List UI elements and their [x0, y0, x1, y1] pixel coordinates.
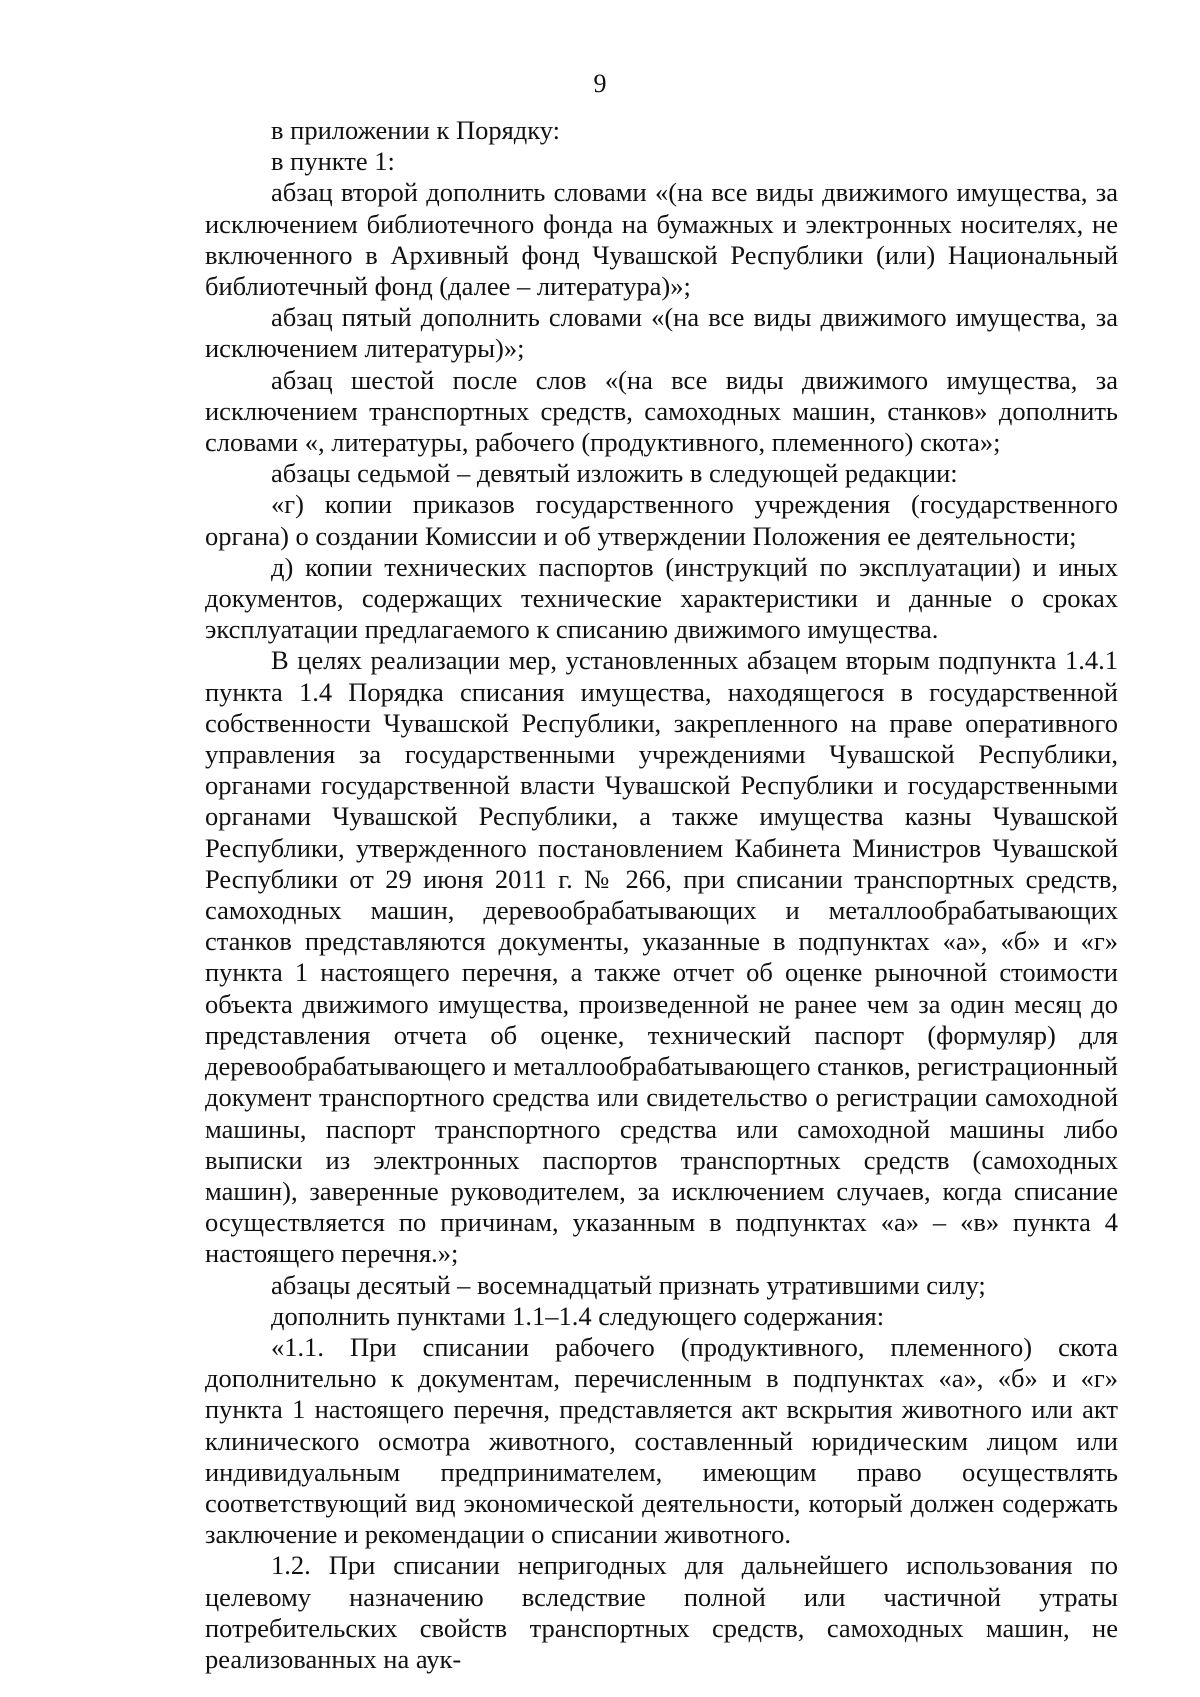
- paragraph: 1.2. При списании непригодных для дальнейшего использования по целевому назначению вследствие полной или частичной утраты потребительских свойств транспортных средств, самоходных машин, не реализованных на аук-: [205, 1550, 1118, 1674]
- paragraph: «1.1. При списании рабочего (продуктивного, племенного) скота дополнительно к документам, перечисленным в подпунктах «а», «б» и «г» пункта 1 настоящего перечня, представляется акт вскрытия животного или акт клинического осмотра животного, составленный юридическим лицом или индивидуальным предпринимателем, имеющим право осуществлять соответствующий вид экономической деятельности, который должен содержать заключение и рекомендации о списании животного.: [205, 1331, 1118, 1550]
- paragraph: абзац пятый дополнить словами «(на все виды движимого имущества, за исключением литературы)»;: [205, 302, 1118, 364]
- paragraph: «г) копии приказов государственного учреждения (государственного органа) о создании Комиссии и об утверждении Положения ее деятельности;: [205, 489, 1118, 551]
- paragraph: абзацы седьмой – девятый изложить в следующей редакции:: [271, 458, 958, 489]
- paragraph: в приложении к Порядку:: [271, 115, 561, 145]
- paragraph: дополнить пунктами 1.1–1.4 следующего содержания:: [271, 1300, 885, 1331]
- paragraph: абзацы десятый – восемнадцатый признать утратившими силу;: [271, 1269, 986, 1300]
- paragraph: в пункте 1:: [271, 146, 395, 177]
- paragraph: абзац шестой после слов «(на все виды движимого имущества, за исключением транспортных средств, самоходных машин, станков» дополнить словами «, литературы, рабочего (продуктивного, племенного) скота»;: [205, 364, 1118, 458]
- paragraph: абзац второй дополнить словами «(на все виды движимого имущества, за исключением библиотечного фонда на бумажных и электронных носителях, не включенного в Архивный фонд Чувашской Республики (или) Национальный библиотечный фонд (далее – литература)»;: [205, 177, 1118, 302]
- page-number: 9: [593, 69, 607, 98]
- paragraph: д) копии технических паспортов (инструкций по эксплуатации) и иных документов, содержащих технические характеристики и данные о сроках эксплуатации предлагаемого к списанию движимого имущества.: [205, 551, 1118, 645]
- document-body: [205, 115, 1118, 1675]
- paragraph: В целях реализации мер, установленных абзацем вторым подпункта 1.4.1 пункта 1.4 Порядка списания имущества, находящегося в государственной собственности Чувашской Республики, закрепленного на праве оперативного управления за государственными учреждениями Чувашской Республики, органами государственной власти Чувашской Республики и государственными органами Чувашской Республики, а также имущества казны Чувашской Республики, утвержденного постановлением Кабинета Министров Чувашской Республики от 29 июня 2011 г. № 266, при списании транспортных средств, самоходных машин, деревообрабатывающих и металлообрабатывающих станков представляются документы, указанные в подпунктах «а», «б» и «г» пункта 1 настоящего перечня, а также отчет об оценке рыночной стоимости объекта движимого имущества, произведенной не ранее чем за один месяц до представления отчета об оценке, технический паспорт (формуляр) для деревообрабатывающего и металлообрабатывающего станков, регистрационный документ транспортного средства или свидетельство о регистрации самоходной машины, паспорт транспортного средства или самоходной машины либо выписки из электронных паспортов транспортных средств (самоходных машин), заверенные руководителем, за исключением случаев, когда списание осуществляется по причинам, указанным в подпунктах «а» – «в» пункта 4 настоящего перечня.»;: [205, 645, 1118, 1269]
